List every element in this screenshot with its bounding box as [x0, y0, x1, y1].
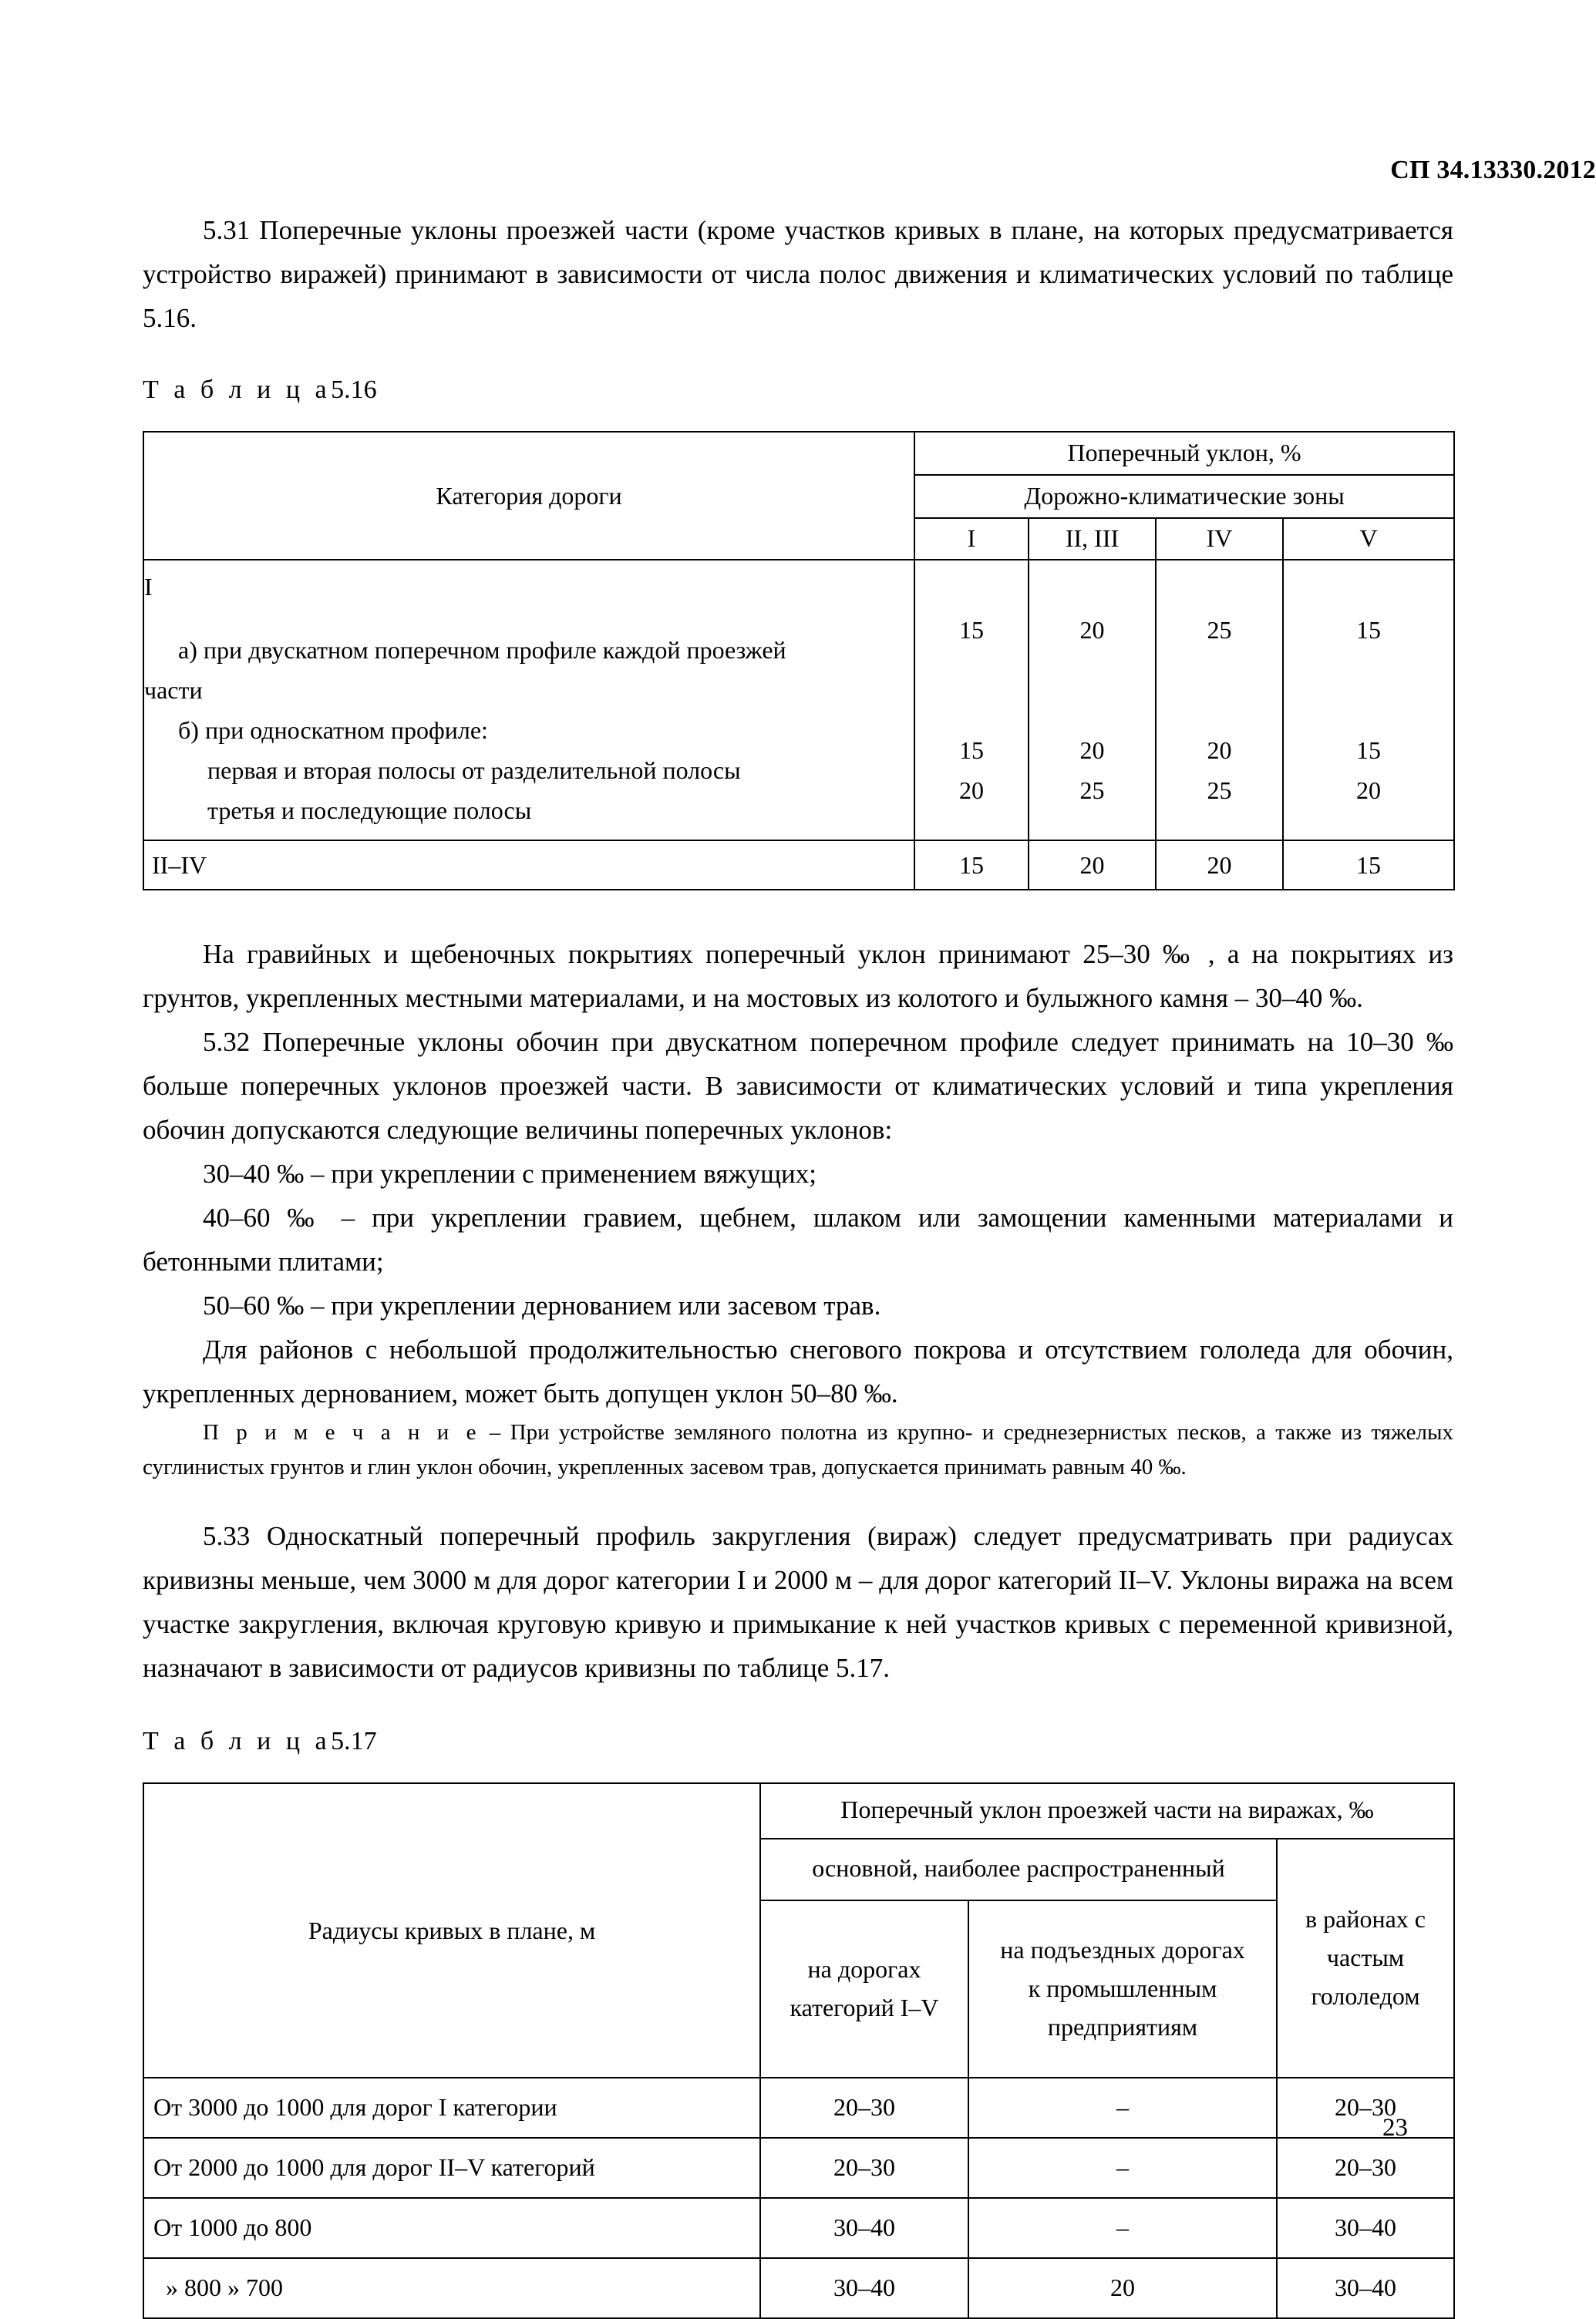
note-label: П р и м е ч а н и е — [203, 1420, 480, 1445]
table-517-header-left: Радиусы кривых в плане, м — [143, 1783, 760, 2078]
table-517-row-2-industrial: – — [968, 2198, 1277, 2258]
table-517-caption-number: 5.17 — [331, 1727, 377, 1755]
table-516-zone-2: II, III — [1029, 518, 1156, 560]
table-517-row-0-name: От 3000 до 1000 для дорог I категории — [143, 2078, 760, 2138]
table-516-caption — [143, 372, 1453, 408]
table-row — [143, 2138, 1454, 2198]
table-516-line-b: б) при односкатном профиле: — [178, 716, 488, 744]
table-517-header-row-1 — [143, 1783, 1454, 1839]
table-517-header-glaze-l2: частым — [1326, 1944, 1405, 1971]
page-number: 23 — [1382, 2114, 1408, 2142]
table-516-zone-3: IV — [1156, 518, 1283, 560]
table-516-group-label: I — [144, 573, 153, 601]
table-516-row-II-IV-value-2: 20 — [1029, 840, 1156, 890]
table-517-row-2-name: От 1000 до 800 — [143, 2198, 760, 2258]
table-517-row-0-industrial: – — [968, 2078, 1277, 2138]
table-516-header-span-title: Поперечный уклон, % — [914, 432, 1454, 475]
table-517-header-glaze — [1277, 1839, 1454, 2078]
paragraph-5-31: 5.31 Поперечные уклоны проезжей части (кроме участков кривых в плане, на которых предусматривается устройство виражей) принимают в зависимости от числа полос движения и климатических условий по таблице 5.16. — [143, 215, 1453, 333]
table-517-caption — [143, 1724, 1453, 1759]
table-517-header-glaze-l1: в районах с — [1305, 1905, 1426, 1933]
table-516-value-b2-2: 25 — [1079, 776, 1105, 804]
table-516-caption-label: Т а б л и ц а — [143, 375, 332, 404]
table-516-line-b1: первая и вторая полосы от разделительной полосы — [207, 756, 741, 784]
paragraph-gravel-surfaces: На гравийных и щебеночных покрытиях поперечный уклон принимают 25–30 ‰ , а на покрытиях из грунтов, укрепленных местными материалами, и на мостовых из колотого и булыжного камня – 30–40 ‰. — [143, 939, 1453, 1013]
table-516-header-zones-title: Дорожно-климатические зоны — [914, 475, 1454, 518]
table-516-zone-4: V — [1283, 518, 1454, 560]
table-516-value-a-1: 15 — [959, 616, 984, 644]
table-517-row-0-roads: 20–30 — [760, 2078, 968, 2138]
table-517-header-roads-l2: категорий I–V — [790, 1994, 939, 2021]
table-516-value-b1-2: 20 — [1079, 736, 1105, 764]
table-516-line-a-cont: части — [144, 676, 203, 704]
table-517-row-1-name: От 2000 до 1000 для дорог II–V категорий — [143, 2138, 760, 2198]
table-516-value-a-3: 25 — [1207, 616, 1232, 644]
table-516-value-b2-1: 20 — [959, 776, 984, 804]
table-517-header-industrial — [968, 1900, 1277, 2078]
table-row — [143, 2258, 1454, 2318]
table-516-line-b2: третья и последующие полосы — [207, 796, 532, 824]
table-516-values-col-1 — [914, 560, 1029, 840]
table-517-row-1-roads: 20–30 — [760, 2138, 968, 2198]
table-517-header-roads — [760, 1900, 968, 2078]
note-block — [143, 1415, 1453, 1485]
table-516-values-col-3 — [1156, 560, 1283, 840]
paragraph-glaze-regions: Для районов с небольшой продолжительностью снегового покрова и отсутствием гололеда для обочин, укрепленных дернованием, может быть допущен уклон 50–80 ‰. — [143, 1335, 1453, 1409]
table-516-value-b1-1: 15 — [959, 736, 984, 764]
table-516-row-II-IV-value-4: 15 — [1283, 840, 1454, 890]
table-row — [143, 560, 1454, 840]
table-517-caption-label: Т а б л и ц а — [143, 1727, 332, 1755]
table-516-value-b1-3: 20 — [1207, 736, 1232, 764]
list-item: 50–60 ‰ – при укреплении дернованием или засевом трав. — [203, 1291, 881, 1321]
table-516-line-a: а) при двускатном поперечном профиле каждой проезжей — [178, 636, 786, 664]
table-516-values-col-4 — [1283, 560, 1454, 840]
table-516-row-II-IV-value-3: 20 — [1156, 840, 1283, 890]
paragraph-5-33: 5.33 Односкатный поперечный профиль закругления (вираж) следует предусматривать при радиусах кривизны меньше, чем 3000 м для дорог категории I и 2000 м – для дорог категорий II–V. Уклоны виража на всем участке закругления, включая круговую кривую и примыкание к ней участков кривых с переменной кривизной, назначают в зависимости от радиусов кривизны по таблице 5.17. — [143, 1521, 1453, 1683]
table-516-header-category: Категория дороги — [143, 432, 914, 560]
table-517-header-industrial-l2: к промышленным — [1028, 1974, 1217, 2002]
table-516-value-b2-4: 20 — [1356, 776, 1382, 804]
table-517 — [143, 1782, 1455, 2319]
note-text: – При устройстве земляного полотна из крупно- и среднезернистых песков, а также из тяжелых суглинистых грунтов и глин уклон обочин, укрепленных засевом трав, допускается принимать равным 40 ‰. — [143, 1420, 1453, 1479]
table-517-row-0-glaze: 20–30 — [1277, 2078, 1454, 2138]
table-516-value-a-4: 15 — [1356, 616, 1382, 644]
table-517-header-industrial-l3: предприятиям — [1047, 2013, 1198, 2041]
table-517-row-1-industrial: – — [968, 2138, 1277, 2198]
paragraph-5-32: 5.32 Поперечные уклоны обочин при двускатном поперечном профиле следует принимать на 10–30 ‰ больше поперечных уклонов проезжей части. В зависимости от климатических условий и типа укрепления обочин допускаются следующие величины поперечных уклонов: — [143, 1027, 1453, 1145]
table-516-header-row-1 — [143, 432, 1454, 475]
list-item: 30–40 ‰ – при укреплении с применением вяжущих; — [203, 1159, 817, 1189]
table-517-header-roads-l1: на дорогах — [807, 1955, 921, 1983]
table-516-values-col-2 — [1029, 560, 1156, 840]
table-517-row-3-industrial: 20 — [968, 2258, 1277, 2318]
table-516-value-b2-3: 25 — [1207, 776, 1232, 804]
table-517-header-sub-title: основной, наиболее распространенный — [760, 1839, 1277, 1900]
table-row — [143, 2078, 1454, 2138]
table-row — [143, 2198, 1454, 2258]
table-517-row-2-roads: 30–40 — [760, 2198, 968, 2258]
table-517-row-2-glaze: 30–40 — [1277, 2198, 1454, 2258]
table-517-header-span-title: Поперечный уклон проезжей части на виражах, ‰ — [760, 1783, 1454, 1839]
table-517-row-3-name: » 800 » 700 — [143, 2258, 760, 2318]
table-516-zone-1: I — [914, 518, 1029, 560]
list-item: 40–60 ‰ – при укреплении гравием, щебнем, шлаком или замощении каменными материалами и бетонными плитами; — [143, 1203, 1453, 1277]
table-517-row-1-glaze: 20–30 — [1277, 2138, 1454, 2198]
table-516-row-II-IV-value-1: 15 — [914, 840, 1029, 890]
table-517-header-glaze-l3: гололедом — [1311, 1982, 1420, 2010]
table-517-header-industrial-l1: на подъездных дорогах — [1000, 1936, 1245, 1964]
table-516-group-I-label-cell — [143, 560, 914, 840]
running-head: СП 34.13330.2012 — [1390, 156, 1596, 184]
table-517-row-3-glaze: 30–40 — [1277, 2258, 1454, 2318]
page-content — [143, 208, 1453, 2319]
table-516-caption-number: 5.16 — [331, 375, 377, 404]
table-516-value-a-2: 20 — [1079, 616, 1105, 644]
table-517-row-3-roads: 30–40 — [760, 2258, 968, 2318]
table-516 — [143, 431, 1455, 890]
table-516-value-b1-4: 15 — [1356, 736, 1382, 764]
table-row — [143, 840, 1454, 890]
table-516-row-II-IV-label: II–IV — [143, 840, 914, 890]
